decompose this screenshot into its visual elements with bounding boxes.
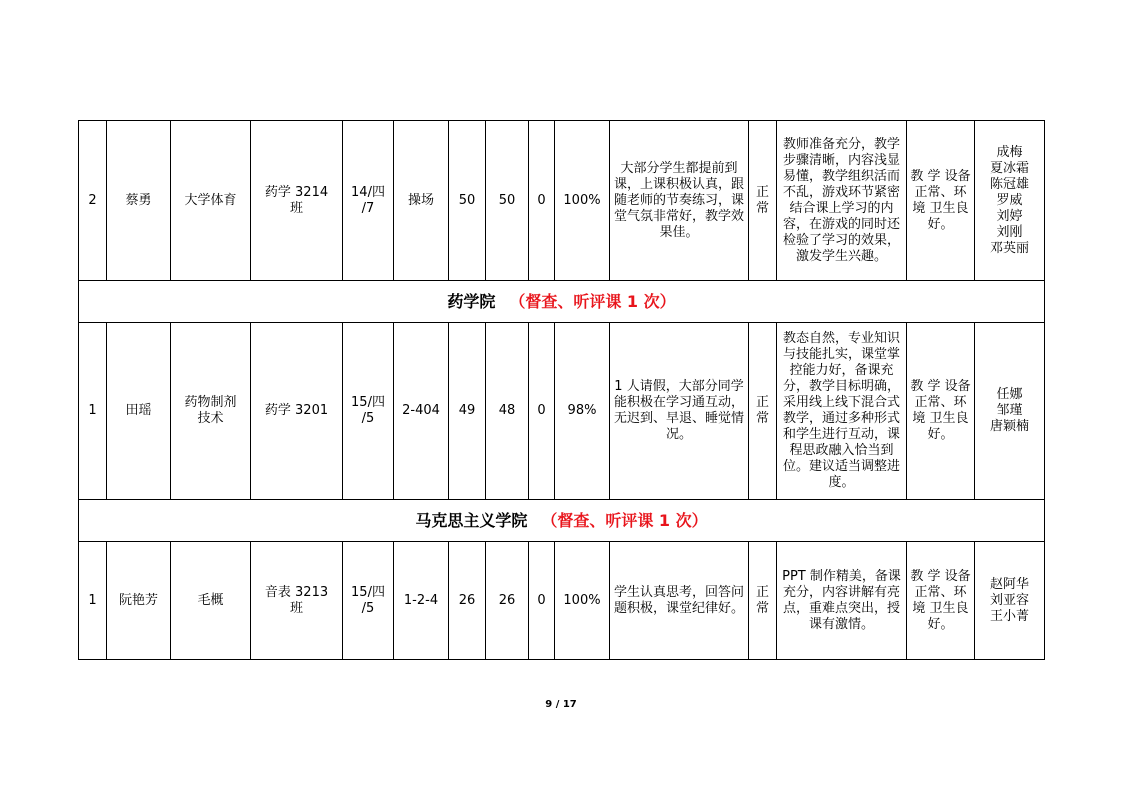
classroom: 2-404 <box>394 323 449 500</box>
actual-count: 48 <box>486 323 529 500</box>
environment-status: 教 学 设备正常、环 境 卫生良好。 <box>907 121 975 281</box>
teacher-name: 田瑶 <box>107 323 171 500</box>
section-title: 药学院 <box>447 291 496 311</box>
teaching-evaluation: 教态自然，专业知识与技能扎实，课堂掌控能力好，备课充分，教学目标明确，采用线上线下混合式教学，通过多种形式和学生进行互动，课程思政融入恰当到位。建议适当调整进度。 <box>777 323 907 500</box>
class-order: 正 常 <box>749 121 777 281</box>
inspector-list: 任娜 邹瑾 唐颖楠 <box>975 323 1045 500</box>
table-row <box>79 323 1045 500</box>
student-status: 大部分学生都提前到课，上课积极认真，跟随老师的节奏练习，课堂气氛非常好，教学效果佳。 <box>610 121 749 281</box>
week-period: 14/四 /7 <box>343 121 394 281</box>
inspector-list: 成梅 夏冰霜 陈冠雄 罗威 刘婷 刘刚 邓英丽 <box>975 121 1045 281</box>
class-order: 正 常 <box>749 323 777 500</box>
attendance-rate: 98% <box>555 323 610 500</box>
teacher-name: 阮艳芳 <box>107 542 171 660</box>
row-number: 2 <box>79 121 107 281</box>
section-title: 马克思主义学院 <box>415 510 528 530</box>
absent-count: 0 <box>529 542 555 660</box>
week-period: 15/四 /5 <box>343 542 394 660</box>
table-row <box>79 121 1045 281</box>
class-order: 正 常 <box>749 542 777 660</box>
inspector-list: 赵阿华 刘亚容 王小菁 <box>975 542 1045 660</box>
section-note: （督查、听评课 1 次） <box>509 291 676 311</box>
class-name: 音表 3213 班 <box>251 542 343 660</box>
inspection-table <box>78 120 1045 660</box>
student-status: 学生认真思考，回答问题积极，课堂纪律好。 <box>610 542 749 660</box>
teacher-name: 蔡勇 <box>107 121 171 281</box>
class-name: 药学 3201 <box>251 323 343 500</box>
teaching-evaluation: PPT 制作精美，备课充分，内容讲解有亮点，重难点突出，授课有激情。 <box>777 542 907 660</box>
attendance-rate: 100% <box>555 542 610 660</box>
page-number: 9 / 17 <box>545 699 577 710</box>
classroom: 操场 <box>394 121 449 281</box>
section-header <box>79 281 1045 323</box>
table-row <box>79 542 1045 660</box>
student-status: 1 人请假，大部分同学能积极在学习通互动，无迟到、早退、睡觉情况。 <box>610 323 749 500</box>
week-period: 15/四 /5 <box>343 323 394 500</box>
class-name: 药学 3214 班 <box>251 121 343 281</box>
row-number: 1 <box>79 323 107 500</box>
section-header <box>79 500 1045 542</box>
actual-count: 26 <box>486 542 529 660</box>
expected-count: 26 <box>449 542 486 660</box>
environment-status: 教 学 设备正常、环 境 卫生良好。 <box>907 542 975 660</box>
section-note: （督查、听评课 1 次） <box>541 510 708 530</box>
expected-count: 49 <box>449 323 486 500</box>
absent-count: 0 <box>529 121 555 281</box>
classroom: 1-2-4 <box>394 542 449 660</box>
absent-count: 0 <box>529 323 555 500</box>
course-name: 药物制剂 技术 <box>171 323 251 500</box>
row-number: 1 <box>79 542 107 660</box>
course-name: 毛概 <box>171 542 251 660</box>
attendance-rate: 100% <box>555 121 610 281</box>
actual-count: 50 <box>486 121 529 281</box>
course-name: 大学体育 <box>171 121 251 281</box>
teaching-evaluation: 教师准备充分，教学步骤清晰，内容浅显易懂，教学组织活而不乱，游戏环节紧密结合课上学习的内容，在游戏的同时还检验了学习的效果，激发学生兴趣。 <box>777 121 907 281</box>
environment-status: 教 学 设备正常、环 境 卫生良好。 <box>907 323 975 500</box>
expected-count: 50 <box>449 121 486 281</box>
